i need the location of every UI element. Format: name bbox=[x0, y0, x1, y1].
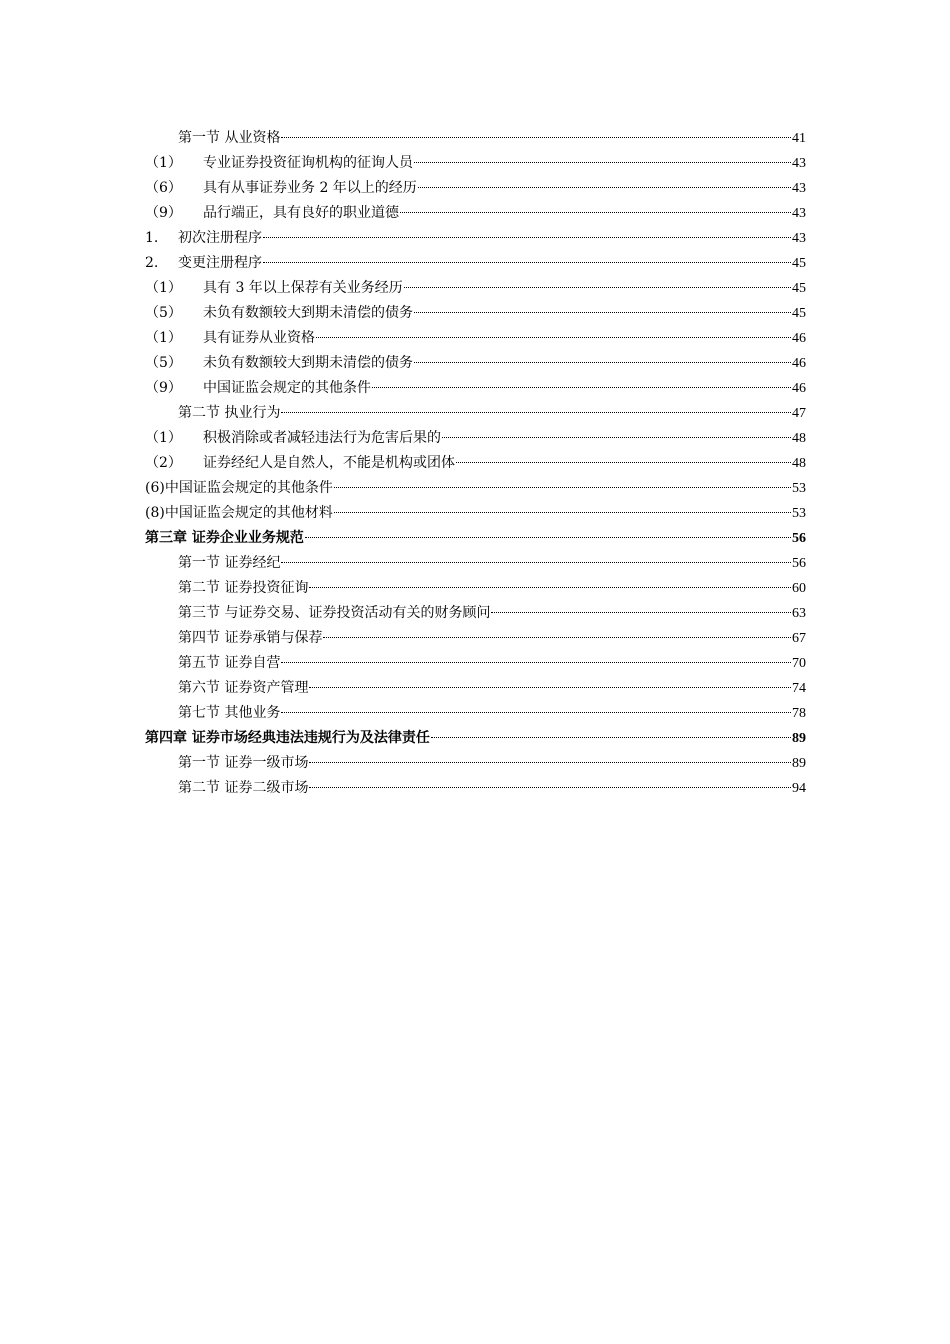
toc-page-number: 60 bbox=[792, 581, 806, 596]
toc-entry[interactable] bbox=[145, 226, 806, 251]
dot-leader bbox=[305, 537, 791, 538]
dot-leader bbox=[309, 762, 791, 763]
toc-entry-marker: （9） bbox=[145, 205, 182, 221]
toc-entry-title: 积极消除或者减轻违法行为危害后果的 bbox=[203, 430, 441, 446]
toc-page-number: 45 bbox=[792, 281, 806, 296]
toc-entry[interactable] bbox=[145, 476, 806, 501]
toc-entry-title: 第一节 证券一级市场 bbox=[178, 755, 309, 771]
toc-section-entry[interactable] bbox=[145, 751, 806, 776]
toc-entry-marker: 2. bbox=[145, 255, 159, 271]
toc-entry-title: 第七节 其他业务 bbox=[178, 705, 281, 721]
toc-entry-title: 具有 3 年以上保荐有关业务经历 bbox=[203, 280, 403, 296]
dot-leader bbox=[263, 237, 791, 238]
toc-section-entry[interactable] bbox=[145, 576, 806, 601]
toc-entry-title: (8)中国证监会规定的其他材料 bbox=[145, 505, 333, 521]
toc-entry-title: 未负有数额较大到期未清偿的债务 bbox=[203, 355, 413, 371]
dot-leader bbox=[263, 262, 791, 263]
toc-entry-title: 第一节 从业资格 bbox=[178, 130, 281, 146]
toc-section-entry[interactable] bbox=[145, 126, 806, 151]
dot-leader bbox=[281, 712, 791, 713]
dot-leader bbox=[431, 737, 791, 738]
toc-entry[interactable] bbox=[145, 276, 806, 301]
toc-entry-marker: （1） bbox=[145, 430, 182, 446]
dot-leader bbox=[456, 462, 791, 463]
toc-entry-title: 具有证券从业资格 bbox=[203, 330, 315, 346]
toc-entry-marker: （1） bbox=[145, 330, 182, 346]
toc-page-number: 94 bbox=[792, 781, 806, 796]
toc-section-entry[interactable] bbox=[145, 626, 806, 651]
toc-entry-title: (6)中国证监会规定的其他条件 bbox=[145, 480, 333, 496]
toc-page-number: 43 bbox=[792, 206, 806, 221]
toc-entry[interactable] bbox=[145, 376, 806, 401]
toc-entry-title: 证券经纪人是自然人，不能是机构或团体 bbox=[203, 455, 455, 471]
toc-page-number: 56 bbox=[792, 531, 806, 546]
toc-page-number: 47 bbox=[792, 406, 806, 421]
toc-entry[interactable] bbox=[145, 351, 806, 376]
toc-page-number: 41 bbox=[792, 131, 806, 146]
toc-entry[interactable] bbox=[145, 201, 806, 226]
toc-entry[interactable] bbox=[145, 451, 806, 476]
dot-leader bbox=[281, 562, 791, 563]
dot-leader bbox=[414, 312, 791, 313]
dot-leader bbox=[281, 137, 791, 138]
toc-entry-title: 第二节 执业行为 bbox=[178, 405, 281, 421]
toc-section-entry[interactable] bbox=[145, 676, 806, 701]
toc-entry-marker: （5） bbox=[145, 355, 182, 371]
dot-leader bbox=[334, 512, 791, 513]
toc-page-number: 53 bbox=[792, 506, 806, 521]
toc-page-number: 43 bbox=[792, 181, 806, 196]
toc-page-number: 89 bbox=[792, 756, 806, 771]
toc-entry-title: 第六节 证券资产管理 bbox=[178, 680, 309, 696]
toc-entry-marker: （9） bbox=[145, 380, 182, 396]
toc-section-entry[interactable] bbox=[145, 651, 806, 676]
toc-entry-marker: 1. bbox=[145, 230, 159, 246]
toc-page-number: 56 bbox=[792, 556, 806, 571]
toc-page-number: 48 bbox=[792, 431, 806, 446]
toc-entry-title: 第三节 与证券交易、证券投资活动有关的财务顾问 bbox=[178, 605, 491, 621]
toc-page-number: 43 bbox=[792, 231, 806, 246]
toc-entry-title: 第五节 证券自营 bbox=[178, 655, 281, 671]
toc-section-entry[interactable] bbox=[145, 701, 806, 726]
toc-entry[interactable] bbox=[145, 501, 806, 526]
toc-entry-title: 具有从事证券业务 2 年以上的经历 bbox=[203, 180, 417, 196]
toc-section-entry[interactable] bbox=[145, 776, 806, 801]
dot-leader bbox=[414, 162, 791, 163]
dot-leader bbox=[404, 287, 791, 288]
toc-entry-title: 变更注册程序 bbox=[178, 255, 262, 271]
toc-entry-title: 第三章 证券企业业务规范 bbox=[145, 530, 304, 546]
dot-leader bbox=[309, 687, 791, 688]
toc-section-entry[interactable] bbox=[145, 551, 806, 576]
toc-entry-title: 第二节 证券二级市场 bbox=[178, 780, 309, 796]
dot-leader bbox=[400, 212, 791, 213]
dot-leader bbox=[316, 337, 791, 338]
toc-page-number: 46 bbox=[792, 381, 806, 396]
toc-chapter-entry[interactable] bbox=[145, 726, 806, 751]
toc-page-number: 45 bbox=[792, 306, 806, 321]
toc-page-number: 46 bbox=[792, 331, 806, 346]
toc-section-entry[interactable] bbox=[145, 401, 806, 426]
dot-leader bbox=[281, 662, 791, 663]
toc-page-number: 67 bbox=[792, 631, 806, 646]
toc-entry[interactable] bbox=[145, 151, 806, 176]
dot-leader bbox=[309, 587, 791, 588]
dot-leader bbox=[414, 362, 791, 363]
table-of-contents bbox=[145, 126, 806, 801]
toc-page-number: 78 bbox=[792, 706, 806, 721]
toc-page-number: 70 bbox=[792, 656, 806, 671]
toc-entry-title: 第四章 证券市场经典违法违规行为及法律责任 bbox=[145, 730, 430, 746]
toc-page-number: 74 bbox=[792, 681, 806, 696]
toc-entry[interactable] bbox=[145, 251, 806, 276]
toc-page-number: 43 bbox=[792, 156, 806, 171]
toc-entry[interactable] bbox=[145, 176, 806, 201]
toc-entry-title: 第二节 证券投资征询 bbox=[178, 580, 309, 596]
toc-entry-title: 品行端正，具有良好的职业道德 bbox=[203, 205, 399, 221]
toc-page-number: 48 bbox=[792, 456, 806, 471]
toc-entry-title: 专业证券投资征询机构的征询人员 bbox=[203, 155, 413, 171]
toc-page-number: 63 bbox=[792, 606, 806, 621]
toc-entry[interactable] bbox=[145, 326, 806, 351]
dot-leader bbox=[491, 612, 791, 613]
toc-entry-marker: （2） bbox=[145, 455, 182, 471]
dot-leader bbox=[281, 412, 791, 413]
dot-leader bbox=[418, 187, 791, 188]
dot-leader bbox=[442, 437, 791, 438]
toc-entry-title: 中国证监会规定的其他条件 bbox=[203, 380, 371, 396]
dot-leader bbox=[323, 637, 791, 638]
toc-entry-marker: （1） bbox=[145, 280, 182, 296]
toc-section-entry[interactable] bbox=[145, 601, 806, 626]
toc-page-number: 45 bbox=[792, 256, 806, 271]
dot-leader bbox=[334, 487, 791, 488]
toc-entry[interactable] bbox=[145, 301, 806, 326]
toc-page-number: 89 bbox=[792, 731, 806, 746]
toc-entry-title: 第一节 证券经纪 bbox=[178, 555, 281, 571]
toc-page-number: 46 bbox=[792, 356, 806, 371]
toc-entry-title: 第四节 证券承销与保荐 bbox=[178, 630, 323, 646]
dot-leader bbox=[309, 787, 791, 788]
dot-leader bbox=[372, 387, 791, 388]
toc-entry-title: 初次注册程序 bbox=[178, 230, 262, 246]
toc-page-number: 53 bbox=[792, 481, 806, 496]
toc-entry-marker: （6） bbox=[145, 180, 182, 196]
toc-entry-marker: （1） bbox=[145, 155, 182, 171]
toc-entry[interactable] bbox=[145, 426, 806, 451]
toc-chapter-entry[interactable] bbox=[145, 526, 806, 551]
toc-entry-title: 未负有数额较大到期未清偿的债务 bbox=[203, 305, 413, 321]
toc-entry-marker: （5） bbox=[145, 305, 182, 321]
